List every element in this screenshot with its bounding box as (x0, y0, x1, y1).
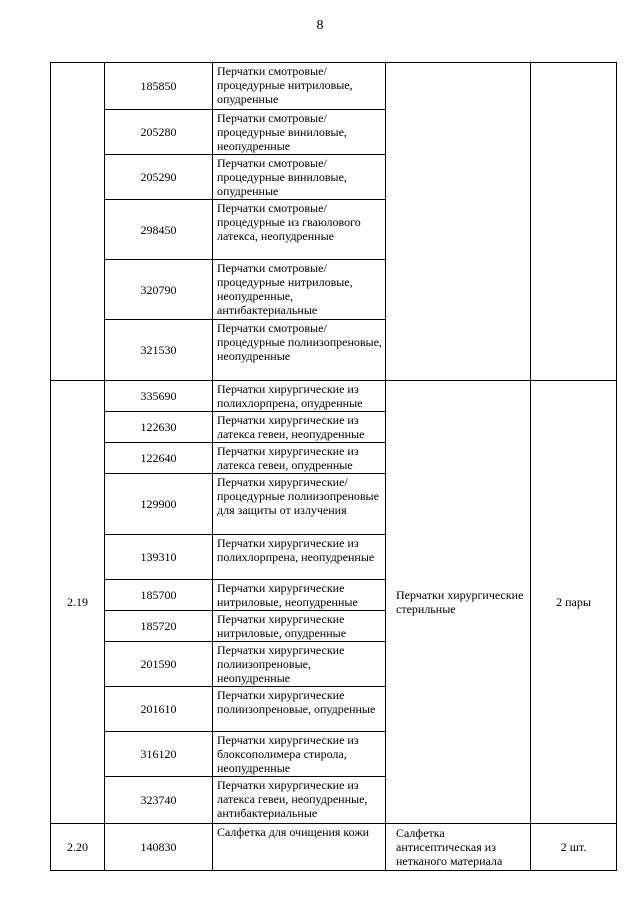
name-cell: Перчатки хирургические нитриловые, неопудренные (213, 580, 386, 611)
quantity-cell: 2 пары (531, 381, 617, 824)
code-cell: 122640 (105, 443, 213, 474)
name-cell: Перчатки хирургические из латекса гевеи, опудренные (213, 443, 386, 474)
item-number-cell (51, 63, 105, 381)
code-cell: 321530 (105, 320, 213, 381)
name-cell: Перчатки смотровые/процедурные виниловые, опудренные (213, 155, 386, 200)
name-cell: Перчатки смотровые/процедурные полиизопреновые, неопудренные (213, 320, 386, 381)
code-cell: 320790 (105, 260, 213, 320)
name-cell: Перчатки смотровые/процедурные виниловые, неопудренные (213, 110, 386, 155)
code-cell: 316120 (105, 732, 213, 777)
name-cell: Перчатки хирургические из латекса гевеи, неопудренные, антибактериальные (213, 777, 386, 824)
name-cell: Перчатки хирургические нитриловые, опудренные (213, 611, 386, 642)
code-cell: 201610 (105, 687, 213, 732)
table-row (51, 824, 617, 871)
code-cell: 185850 (105, 63, 213, 110)
name-cell: Перчатки хирургические полиизопреновые, опудренные (213, 687, 386, 732)
code-cell: 129900 (105, 474, 213, 535)
code-cell: 185720 (105, 611, 213, 642)
page-number: 8 (316, 18, 324, 33)
code-cell: 122630 (105, 412, 213, 443)
code-cell: 140830 (105, 824, 213, 871)
item-number-cell: 2.19 (51, 381, 105, 824)
code-cell: 335690 (105, 381, 213, 412)
name-cell: Перчатки хирургические из блоксополимера стирола, неопудренные (213, 732, 386, 777)
name-cell: Салфетка для очищения кожи (213, 824, 386, 871)
table-row (51, 63, 617, 110)
name-cell: Перчатки хирургические/процедурные полиизопреновые для защиты от излучения (213, 474, 386, 535)
code-cell: 298450 (105, 200, 213, 260)
name-cell: Перчатки смотровые/процедурные нитриловые, опудренные (213, 63, 386, 110)
name-cell: Перчатки смотровые/процедурные нитриловые, неопудренные, антибактериальные (213, 260, 386, 320)
quantity-cell: 2 шт. (531, 824, 617, 871)
table-row (51, 381, 617, 412)
code-cell: 139310 (105, 535, 213, 580)
item-number-cell: 2.20 (51, 824, 105, 871)
code-cell: 205290 (105, 155, 213, 200)
code-cell: 201590 (105, 642, 213, 687)
items-table (50, 62, 617, 871)
name-cell: Перчатки хирургические из полихлорпрена, опудренные (213, 381, 386, 412)
code-cell: 185700 (105, 580, 213, 611)
name-cell: Перчатки хирургические полиизопреновые, неопудренные (213, 642, 386, 687)
code-cell: 323740 (105, 777, 213, 824)
code-cell: 205280 (105, 110, 213, 155)
quantity-cell (531, 63, 617, 381)
category-cell: Перчатки хирургические стерильные (386, 381, 531, 824)
name-cell: Перчатки смотровые/процедурные из гваюлового латекса, неопудренные (213, 200, 386, 260)
name-cell: Перчатки хирургические из полихлорпрена, неопудренные (213, 535, 386, 580)
category-cell (386, 63, 531, 381)
category-cell: Салфетка антисептическая из нетканого материала (386, 824, 531, 871)
name-cell: Перчатки хирургические из латекса гевеи, неопудренные (213, 412, 386, 443)
